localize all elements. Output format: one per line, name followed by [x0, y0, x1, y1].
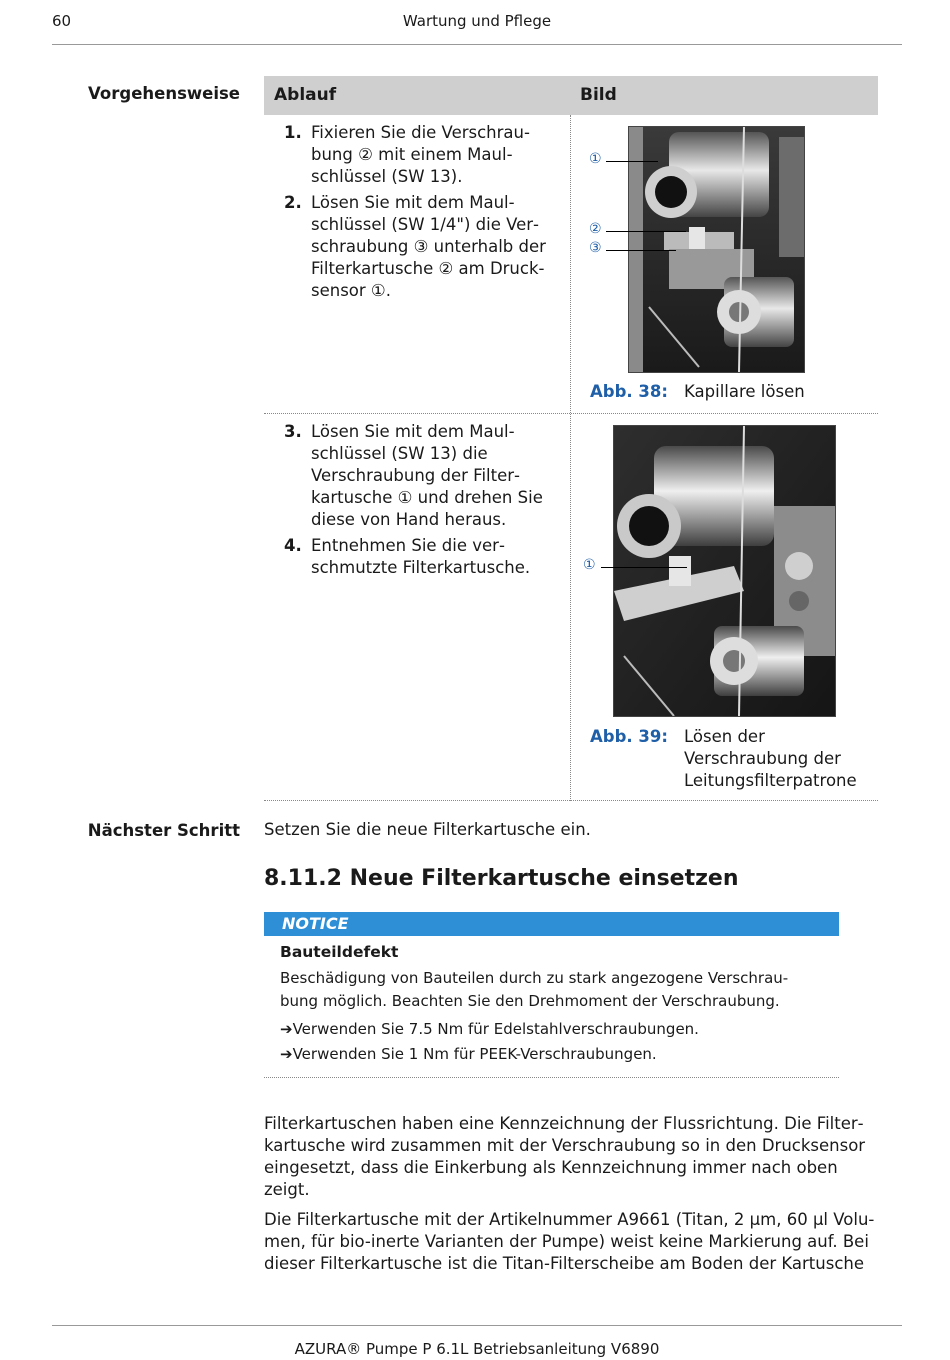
step-number: 2.	[284, 193, 302, 212]
step-number: 1.	[284, 123, 302, 142]
figure-39-photo	[613, 425, 836, 717]
callout-leader	[606, 161, 658, 162]
callout-1: ①	[583, 557, 596, 573]
callout-2: ②	[589, 221, 602, 237]
step-list-1	[284, 122, 554, 306]
paragraph: Die Filterkartusche mit der Artikelnummer A9661 (Titan, 2 µm, 60 µl Volumen, für bio-inerte Varianten der Pumpe) weist keine Markierung auf. Bei dieser Filterkartusche ist die Titan-Filterscheibe am Boden der Kartusche	[264, 1210, 875, 1273]
paragraph: Filterkartuschen haben eine Kennzeichnung der Flussrichtung. Die Filterkartusche wird zusammen mit der Verschraubung so in den Drucksensor eingesetzt, dass die Einkerbung als Kennzeichnung immer nach oben zeigt.	[264, 1114, 866, 1199]
column-header-ablauf: Ablauf	[264, 76, 570, 115]
notice-list-item	[280, 1045, 657, 1063]
section-heading: 8.11.2 Neue Filterkartusche einsetzen	[264, 866, 739, 891]
step-text: Entnehmen Sie die verschmutzte Filterkartusche.	[311, 536, 531, 577]
next-step-text: Setzen Sie die neue Filterkartusche ein.	[264, 820, 591, 839]
footer-text: AZURA® Pumpe P 6.1L Betriebsanleitung V6890	[294, 1340, 660, 1358]
notice-body: Beschädigung von Bauteilen durch zu stark angezogene Verschraubung möglich. Beachten Sie den Drehmoment der Verschraubung.	[280, 969, 789, 1010]
callout-leader	[606, 250, 676, 251]
notice-banner: NOTICE	[264, 912, 839, 936]
step-list-2	[284, 421, 554, 583]
procedure-label: Vorgehensweise	[88, 84, 240, 103]
step-text: Lösen Sie mit dem Maulschlüssel (SW 1/4") die Verschraubung ③ unterhalb der Filterkartusche ② am Drucksensor ①.	[311, 193, 546, 300]
table-bottom-divider	[264, 800, 878, 801]
step-item	[284, 535, 554, 579]
page-number: 60	[52, 12, 72, 30]
figure-38-label: Abb. 38:	[590, 382, 668, 401]
step-item	[284, 192, 554, 302]
figure-39-label: Abb. 39:	[590, 727, 668, 746]
callout-leader	[606, 231, 686, 232]
notice-item-text: Verwenden Sie 1 Nm für PEEK-Verschraubungen.	[292, 1045, 657, 1063]
row-divider	[264, 413, 878, 414]
notice-item-text: Verwenden Sie 7.5 Nm für Edelstahlverschraubungen.	[292, 1020, 699, 1038]
chapter-title: Wartung und Pflege	[402, 12, 552, 30]
arrow-right-icon: ➔	[280, 1045, 293, 1063]
notice-title: Bauteildefekt	[280, 943, 399, 961]
notice-divider	[264, 1077, 839, 1078]
procedure-table	[264, 76, 878, 802]
figure-39-caption: Lösen der Verschraubung der Leitungsfilterpatrone	[684, 727, 857, 790]
callout-3: ③	[589, 240, 602, 256]
step-number: 4.	[284, 536, 302, 555]
callout-1: ①	[589, 151, 602, 167]
column-divider	[570, 115, 571, 801]
step-number: 3.	[284, 422, 302, 441]
next-step-label: Nächster Schritt	[87, 821, 240, 840]
step-item	[284, 122, 554, 188]
notice-list-item	[280, 1020, 699, 1038]
page-footer	[52, 1325, 902, 1358]
page-header	[52, 10, 902, 45]
column-header-bild: Bild	[570, 76, 878, 115]
step-text: Lösen Sie mit dem Maulschlüssel (SW 13) die Verschraubung der Filterkartusche ① und drehen Sie diese von Hand heraus.	[311, 422, 543, 529]
pump-photo-illustration	[614, 426, 835, 716]
step-item	[284, 421, 554, 531]
figure-38-caption: Kapillare lösen	[684, 382, 805, 401]
callout-leader	[601, 567, 687, 568]
arrow-right-icon: ➔	[280, 1020, 293, 1038]
step-text: Fixieren Sie die Verschraubung ② mit einem Maulschlüssel (SW 13).	[311, 123, 530, 186]
